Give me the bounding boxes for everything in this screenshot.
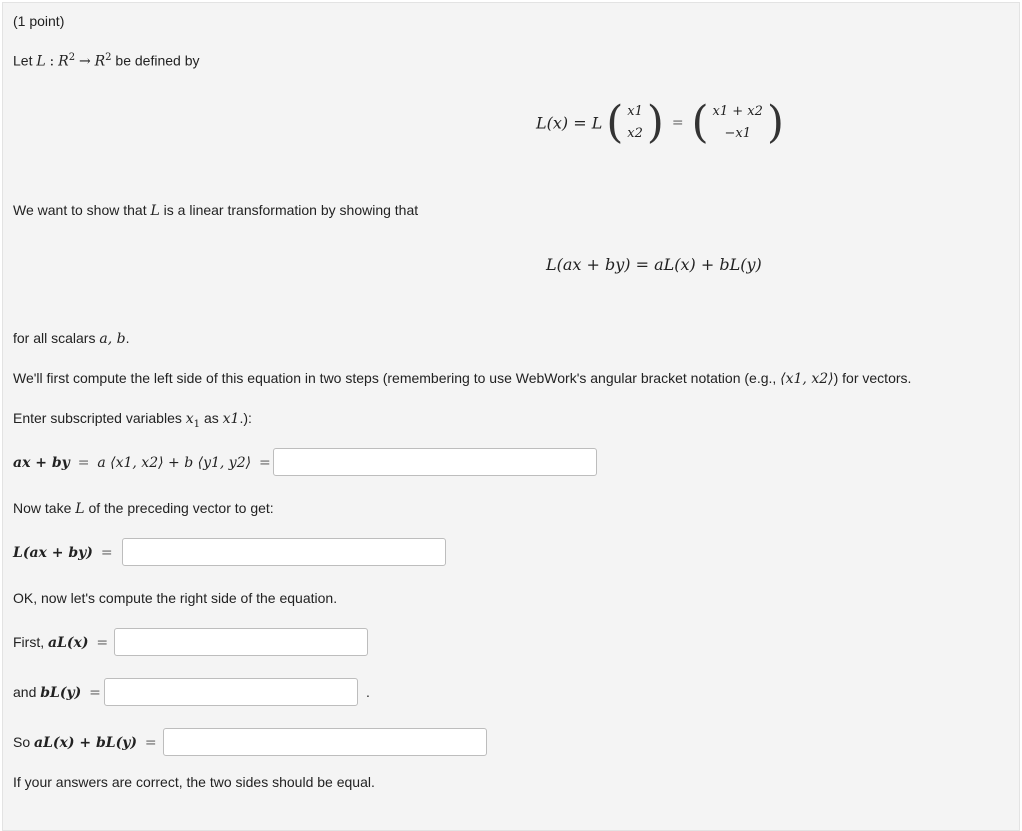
step3-before: First, bbox=[13, 634, 45, 650]
output-vector-row1: x1 + x2 bbox=[712, 104, 763, 119]
step1-eq2: = bbox=[258, 455, 271, 471]
instructions-line2-after: .): bbox=[239, 410, 252, 426]
output-vector: ( x1 + x2 −x1 ) bbox=[691, 97, 784, 148]
step2-intro-L: L bbox=[75, 501, 85, 517]
step4-answer-input[interactable] bbox=[104, 678, 358, 706]
instructions-line1-before: We'll first compute the left side of this equation in two steps (remembering to use WebWork's angular bracket notation (e.g., bbox=[13, 370, 777, 386]
goal-before: We want to show that bbox=[13, 202, 147, 218]
step1-expr: a ⟨x1, x2⟩ + b ⟨y1, y2⟩ bbox=[97, 455, 252, 471]
linearity-equation: L(ax + by) = aL(x) + bL(y) bbox=[546, 255, 762, 274]
instructions-as-var: x1 bbox=[222, 411, 240, 427]
step3-expr: aL(x) bbox=[48, 635, 89, 651]
intro-let: Let bbox=[13, 52, 33, 69]
step1-eq1: = bbox=[77, 455, 90, 471]
intro-tail: be defined by bbox=[115, 52, 200, 69]
scalars-before: for all scalars bbox=[13, 330, 96, 346]
definition-equals: = bbox=[671, 115, 684, 131]
scalars-vars: a, b bbox=[99, 331, 126, 347]
intro-R1: R bbox=[58, 53, 69, 70]
step4-trailing-period: . bbox=[366, 684, 370, 700]
step2-eq: = bbox=[100, 545, 113, 561]
intro-sup1: 2 bbox=[68, 52, 76, 63]
goal-L: L bbox=[150, 203, 160, 219]
instructions-line2 bbox=[13, 410, 252, 430]
step5-answer-input[interactable] bbox=[163, 728, 487, 756]
step2-answer-input[interactable] bbox=[122, 538, 446, 566]
goal-text bbox=[13, 202, 418, 219]
step1-lhs: ax + by bbox=[13, 455, 70, 471]
scalars-period: . bbox=[125, 330, 130, 346]
step1-answer-input[interactable] bbox=[273, 448, 597, 476]
step2-label bbox=[13, 544, 117, 561]
definition-lhs: L(x) = L bbox=[536, 113, 603, 133]
footer-note: If your answers are correct, the two sides should be equal. bbox=[13, 774, 375, 790]
step3-answer-input[interactable] bbox=[114, 628, 368, 656]
scalars-text bbox=[13, 330, 129, 347]
step4-before: and bbox=[13, 684, 37, 700]
instructions-var-sub: 1 bbox=[193, 418, 201, 430]
step3-eq: = bbox=[96, 635, 109, 651]
intro-L: L bbox=[36, 53, 46, 70]
problem-panel bbox=[2, 2, 1020, 831]
definition-equation bbox=[536, 97, 784, 159]
step4-eq: = bbox=[89, 685, 101, 701]
input-vector-x2: x2 bbox=[627, 126, 643, 141]
step3-label bbox=[13, 634, 112, 651]
step5-label bbox=[13, 734, 161, 751]
intro-colon: : bbox=[49, 53, 55, 70]
step2-lhs: L(ax + by) bbox=[13, 545, 93, 561]
step2-intro bbox=[13, 500, 274, 517]
instructions-line1 bbox=[13, 370, 911, 387]
right-side-intro: OK, now let's compute the right side of the equation. bbox=[13, 590, 338, 606]
instructions-line1-after: ) for vectors. bbox=[833, 370, 912, 386]
intro-arrow: → bbox=[78, 53, 91, 70]
input-vector-x1: x1 bbox=[627, 104, 643, 119]
step5-before: So bbox=[13, 734, 31, 750]
step1-label bbox=[13, 454, 275, 471]
instructions-line2-before: Enter subscripted variables bbox=[13, 410, 182, 426]
step4-expr: bL(y) bbox=[40, 685, 82, 701]
step2-intro-before: Now take bbox=[13, 500, 72, 516]
step5-expr: aL(x) + bL(y) bbox=[34, 735, 138, 751]
intro-sup2: 2 bbox=[105, 52, 112, 63]
goal-after: is a linear transformation by showing that bbox=[163, 202, 419, 218]
instructions-example-vector: ⟨x1, x2⟩ bbox=[780, 371, 834, 387]
output-vector-row2: −x1 bbox=[724, 126, 751, 141]
points-label: (1 point) bbox=[13, 13, 65, 29]
step4-label bbox=[13, 684, 105, 701]
instructions-var: x bbox=[185, 411, 194, 427]
input-vector: ( x1 x2 ) bbox=[606, 97, 664, 148]
instructions-line2-mid: as bbox=[203, 410, 219, 426]
intro-text bbox=[13, 52, 199, 70]
intro-R2: R bbox=[94, 53, 106, 70]
step5-eq: = bbox=[144, 735, 157, 751]
step2-intro-after: of the preceding vector to get: bbox=[88, 500, 274, 516]
